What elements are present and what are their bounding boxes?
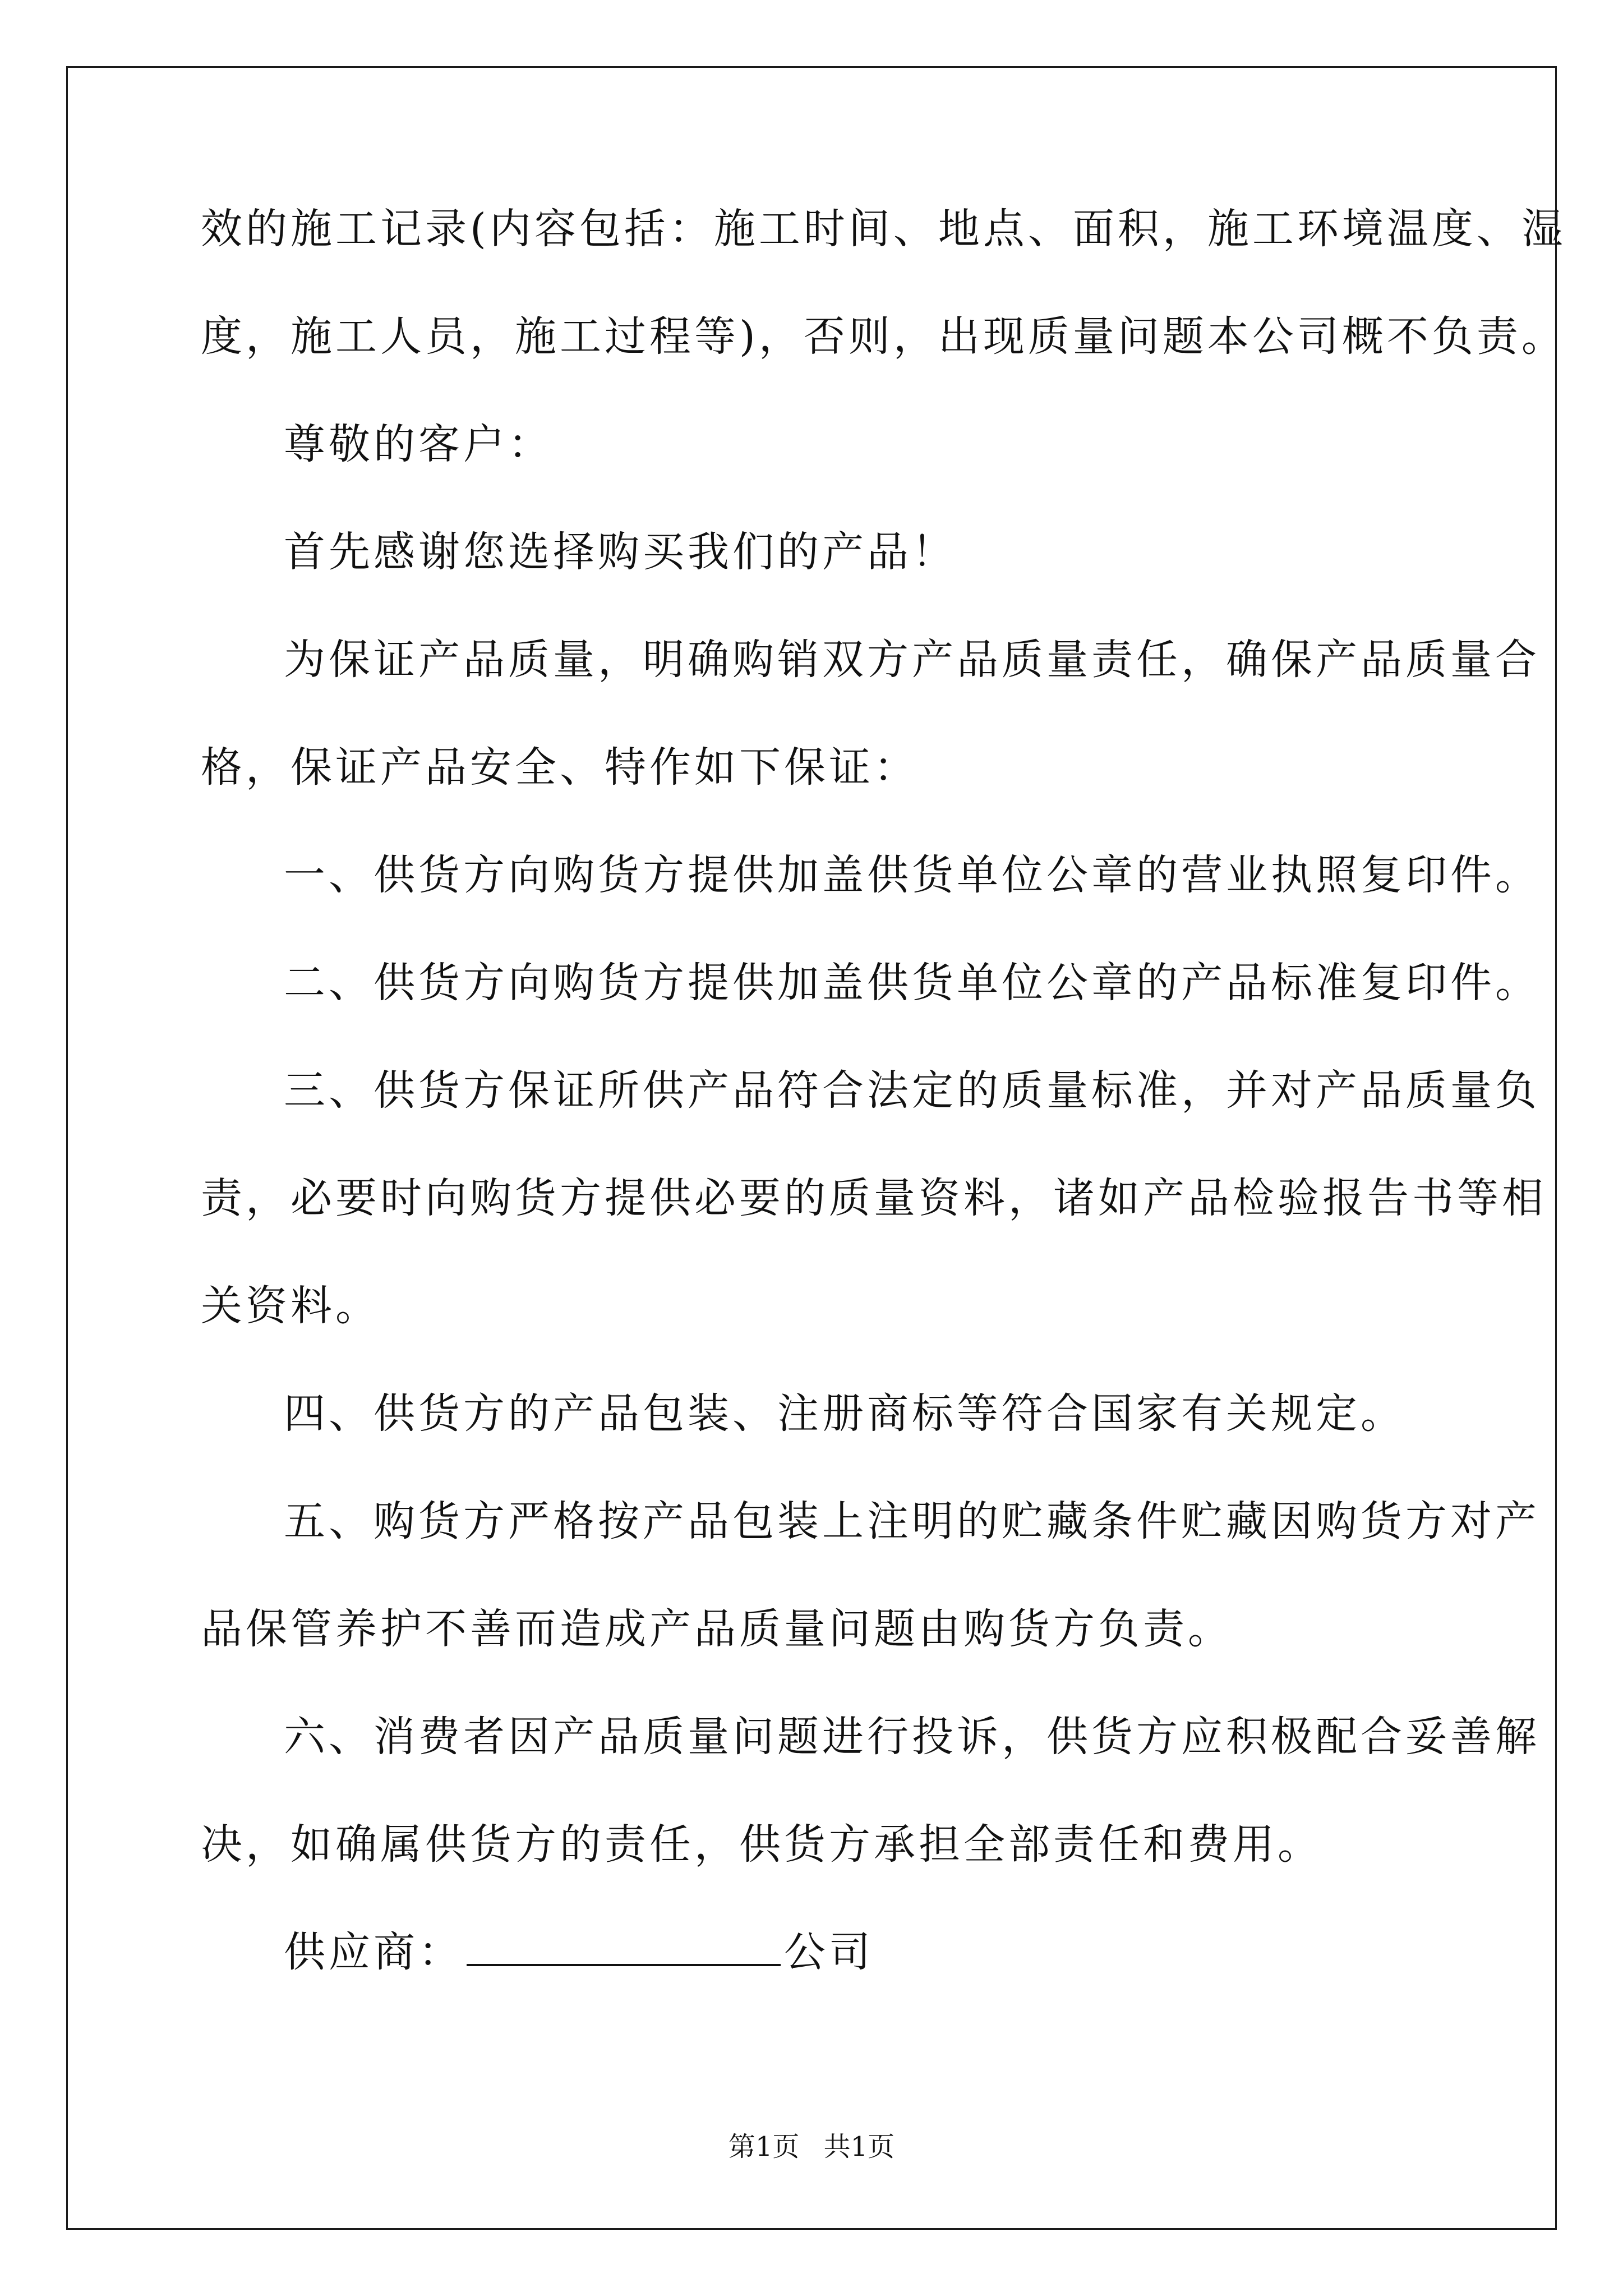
- text-line: 六、消费者因产品质量问题进行投诉，供货方应积极配合妥善解: [284, 1713, 1540, 1761]
- text-line: 一、供货方向购货方提供加盖供货单位公章的营业执照复印件。: [284, 851, 1540, 899]
- text-line: 五、购货方严格按产品包装上注明的贮藏条件贮藏因购货方对产: [284, 1497, 1540, 1545]
- text-line: 首先感谢您选择购买我们的产品！: [284, 528, 957, 576]
- text-line: 格，保证产品安全、特作如下保证：: [201, 743, 919, 792]
- text-line: 关资料。: [201, 1282, 380, 1330]
- document-body: [201, 202, 1566, 2033]
- text-lines: [201, 202, 1566, 1871]
- text-line: 责，必要时向购货方提供必要的质量资料，诸如产品检验报告书等相: [201, 1174, 1547, 1222]
- page-total: 共1页: [823, 2131, 895, 2162]
- supplier-suffix: 公司: [784, 1928, 874, 1976]
- text-line: 为保证产品质量，明确购销双方产品质量责任，确保产品质量合: [284, 636, 1540, 684]
- text-line: 三、供货方保证所供产品符合法定的质量标准，并对产品质量负: [284, 1066, 1540, 1115]
- text-line: 尊敬的客户：: [284, 420, 553, 468]
- page-number: 第1页: [728, 2131, 800, 2162]
- text-line: 度，施工人员，施工过程等)，否则，出现质量问题本公司概不负责。: [201, 312, 1566, 361]
- text-line: 二、供货方向购货方提供加盖供货单位公章的产品标准复印件。: [284, 959, 1540, 1007]
- supplier-line: [201, 1925, 1435, 1979]
- text-line: 四、供货方的产品包装、注册商标等符合国家有关规定。: [284, 1389, 1405, 1438]
- supplier-label: 供应商：: [284, 1928, 463, 1976]
- text-line: 效的施工记录(内容包括：施工时间、地点、面积，施工环境温度、湿: [201, 205, 1566, 253]
- text-line: 品保管养护不善而造成产品质量问题由购货方负责。: [201, 1605, 1233, 1653]
- page-footer: [0, 2125, 1623, 2164]
- supplier-blank[interactable]: [467, 1930, 781, 1966]
- text-line: 决，如确属供货方的责任，供货方承担全部责任和费用。: [201, 1820, 1322, 1869]
